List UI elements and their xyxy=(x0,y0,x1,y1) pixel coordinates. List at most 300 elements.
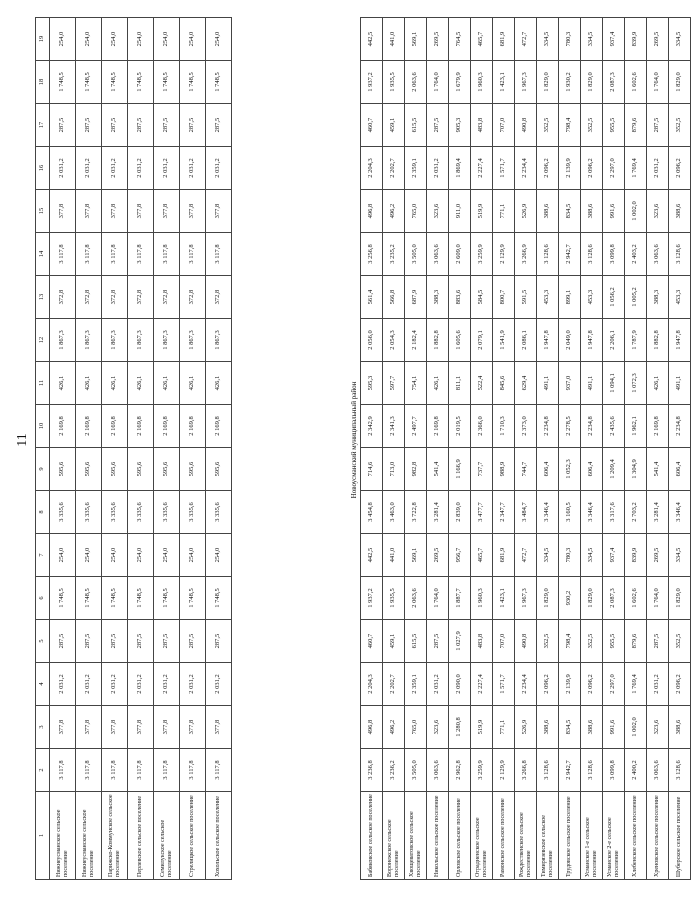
table-cell: 3 722,8 xyxy=(405,491,427,534)
table-cell: 352,5 xyxy=(537,620,559,663)
table-cell: 483,8 xyxy=(471,104,493,147)
table-cell: 937,0 xyxy=(559,362,581,405)
table-cell: 3 117,8 xyxy=(76,233,102,276)
table-cell: 606,4 xyxy=(581,448,603,491)
table-cell: 2 169,8 xyxy=(647,405,669,448)
table-cell: 2 202,7 xyxy=(383,147,405,190)
table-cell: 681,9 xyxy=(493,18,515,61)
table-cell: 377,8 xyxy=(180,190,206,233)
table-row xyxy=(361,18,383,880)
table-cell: 460,7 xyxy=(361,104,383,147)
table-cell: 3 335,6 xyxy=(154,491,180,534)
column-number: 3 xyxy=(36,706,50,749)
table-cell: 3 346,4 xyxy=(669,491,691,534)
table-cell: 3 128,6 xyxy=(537,233,559,276)
table-cell: 3 128,6 xyxy=(581,749,603,792)
table-cell: 377,8 xyxy=(50,190,76,233)
table-cell: 1 769,4 xyxy=(625,663,647,706)
table-cell: 522,4 xyxy=(471,362,493,405)
table-cell: 1 867,3 xyxy=(102,319,128,362)
table-cell: 3 063,6 xyxy=(427,233,449,276)
table-row xyxy=(405,18,427,880)
table-cell: 2 942,7 xyxy=(559,749,581,792)
table-cell: 754,1 xyxy=(405,362,427,405)
table-cell: 372,8 xyxy=(128,276,154,319)
table-cell: 569,1 xyxy=(405,534,427,577)
table-cell: 629,4 xyxy=(515,362,537,405)
table-bottom xyxy=(360,17,691,880)
table-cell: 2 096,2 xyxy=(669,663,691,706)
table-cell: 254,0 xyxy=(50,18,76,61)
table-cell: 3 128,6 xyxy=(669,749,691,792)
table-cell: 1 056,2 xyxy=(603,276,625,319)
table-row xyxy=(383,18,405,880)
table-cell: 1 764,0 xyxy=(427,577,449,620)
table-cell: 1 423,1 xyxy=(493,577,515,620)
table-cell: 496,8 xyxy=(361,190,383,233)
table-cell: 2 234,8 xyxy=(669,405,691,448)
table-cell: 3 117,8 xyxy=(76,749,102,792)
table-cell: 388,6 xyxy=(537,706,559,749)
table-cell: 3 063,6 xyxy=(427,749,449,792)
table-cell: 879,6 xyxy=(625,104,647,147)
table-cell: 606,4 xyxy=(537,448,559,491)
settlement-name: Орловское сельское поселение xyxy=(449,792,471,880)
table-cell: 254,0 xyxy=(128,534,154,577)
table-cell: 595,6 xyxy=(76,448,102,491)
table-cell: 3 235,2 xyxy=(383,233,405,276)
table-row xyxy=(76,18,102,880)
table-cell: 1 867,3 xyxy=(128,319,154,362)
table-cell: 426,1 xyxy=(50,362,76,405)
table-row xyxy=(493,18,515,880)
table-cell: 352,5 xyxy=(581,620,603,663)
table-cell: 713,0 xyxy=(383,448,405,491)
table-cell: 2 202,7 xyxy=(383,663,405,706)
table-cell: 3 335,6 xyxy=(76,491,102,534)
table-cell: 3 335,6 xyxy=(102,491,128,534)
table-row xyxy=(559,18,581,880)
table-cell: 937,4 xyxy=(603,18,625,61)
table-cell: 2 373,0 xyxy=(515,405,537,448)
table-cell: 372,8 xyxy=(180,276,206,319)
table-cell: 1 930,2 xyxy=(559,61,581,104)
table-cell: 2 703,2 xyxy=(625,491,647,534)
settlement-name: Тимирязевское сельское поселение xyxy=(537,792,559,880)
table-cell: 2 031,2 xyxy=(427,663,449,706)
table-cell: 2 031,2 xyxy=(154,147,180,190)
table-cell: 377,8 xyxy=(50,706,76,749)
table-cell: 744,7 xyxy=(515,448,537,491)
table-cell: 3 117,8 xyxy=(128,233,154,276)
table-cell: 595,6 xyxy=(102,448,128,491)
column-number: 14 xyxy=(36,233,50,276)
table-cell: 3 117,8 xyxy=(154,233,180,276)
table-cell: 287,5 xyxy=(50,620,76,663)
table-cell: 3 117,8 xyxy=(180,749,206,792)
settlement-name: Перлевское сельское поселение xyxy=(128,792,154,880)
settlement-name: Никольское сельское поселение xyxy=(427,792,449,880)
table-cell: 287,5 xyxy=(76,104,102,147)
table-cell: 388,6 xyxy=(537,190,559,233)
table-cell: 2 234,8 xyxy=(581,405,603,448)
settlement-name: Стрелицкое сельское поселение xyxy=(180,792,206,880)
table-cell: 460,7 xyxy=(361,620,383,663)
table-cell: 287,5 xyxy=(128,104,154,147)
table-cell: 2 031,2 xyxy=(180,663,206,706)
table-row xyxy=(581,18,603,880)
table-cell: 2 227,4 xyxy=(471,663,493,706)
table-cell: 3 335,6 xyxy=(206,491,232,534)
table-cell: 269,5 xyxy=(647,18,669,61)
table-cell: 254,0 xyxy=(76,534,102,577)
table-cell: 1 748,5 xyxy=(50,61,76,104)
table-cell: 2 169,8 xyxy=(180,405,206,448)
table-cell: 426,1 xyxy=(154,362,180,405)
table-cell: 595,6 xyxy=(206,448,232,491)
table-cell: 519,9 xyxy=(471,706,493,749)
table-cell: 1 602,6 xyxy=(625,61,647,104)
table-cell: 2 087,3 xyxy=(603,61,625,104)
table-cell: 377,8 xyxy=(128,706,154,749)
section-title: Новоусманский муниципальный район xyxy=(350,381,358,499)
table-cell: 905,3 xyxy=(449,104,471,147)
table-cell: 269,5 xyxy=(647,534,669,577)
table-cell: 1 882,8 xyxy=(647,319,669,362)
table-cell: 472,7 xyxy=(515,534,537,577)
table-cell: 287,5 xyxy=(206,620,232,663)
table-cell: 561,4 xyxy=(361,276,383,319)
table-cell: 839,9 xyxy=(625,18,647,61)
settlement-name: Рождественское сельское поселение xyxy=(515,792,537,880)
table-cell: 1 937,2 xyxy=(361,61,383,104)
table-cell: 287,5 xyxy=(647,620,669,663)
table-cell: 3 236,8 xyxy=(361,749,383,792)
table-cell: 254,0 xyxy=(206,18,232,61)
table-cell: 3 117,8 xyxy=(50,233,76,276)
table-cell: 377,8 xyxy=(180,706,206,749)
table-cell: 1 209,4 xyxy=(603,448,625,491)
table-row xyxy=(128,18,154,880)
table-cell: 3 160,5 xyxy=(559,491,581,534)
table-cell: 287,5 xyxy=(50,104,76,147)
table-cell: 1 937,2 xyxy=(361,577,383,620)
table-cell: 287,5 xyxy=(427,104,449,147)
table-cell: 334,5 xyxy=(537,534,559,577)
table-cell: 3 505,0 xyxy=(405,233,427,276)
table-cell: 2 403,2 xyxy=(625,233,647,276)
table-cell: 1 960,3 xyxy=(471,577,493,620)
table-cell: 991,6 xyxy=(603,706,625,749)
table-row xyxy=(669,18,691,880)
table-cell: 2 297,0 xyxy=(603,663,625,706)
table-cell: 1 787,9 xyxy=(625,319,647,362)
table-cell: 1 960,3 xyxy=(471,61,493,104)
column-number: 12 xyxy=(36,319,50,362)
table-cell: 526,9 xyxy=(515,190,537,233)
table-cell: 2 086,1 xyxy=(515,319,537,362)
table-cell: 765,0 xyxy=(405,190,427,233)
table-cell: 3 266,8 xyxy=(515,749,537,792)
settlement-name: Рамонское сельское поселение xyxy=(493,792,515,880)
table-cell: 287,5 xyxy=(154,104,180,147)
table-cell: 3 117,8 xyxy=(180,233,206,276)
table-cell: 1 748,5 xyxy=(154,61,180,104)
table-cell: 1 710,3 xyxy=(493,405,515,448)
table-cell: 3 128,6 xyxy=(581,233,603,276)
table-cell: 2 234,4 xyxy=(515,147,537,190)
table-cell: 3 346,4 xyxy=(581,491,603,534)
table-cell: 426,1 xyxy=(647,362,669,405)
table-cell: 377,8 xyxy=(206,190,232,233)
table-cell: 1 967,3 xyxy=(515,61,537,104)
column-number: 16 xyxy=(36,147,50,190)
table-row xyxy=(206,18,232,880)
table-cell: 2 096,2 xyxy=(669,147,691,190)
table-cell: 269,5 xyxy=(427,534,449,577)
table-cell: 2 031,2 xyxy=(647,663,669,706)
table-cell: 2 962,8 xyxy=(449,749,471,792)
table-cell: 1 602,6 xyxy=(625,577,647,620)
table-cell: 459,1 xyxy=(383,620,405,663)
table-cell: 1 947,8 xyxy=(669,319,691,362)
table-cell: 254,0 xyxy=(128,18,154,61)
table-cell: 2 497,7 xyxy=(405,405,427,448)
table-cell: 2 063,6 xyxy=(405,61,427,104)
table-cell: 1 748,5 xyxy=(206,61,232,104)
table-cell: 1 679,9 xyxy=(449,61,471,104)
column-number: 2 xyxy=(36,749,50,792)
table-cell: 483,8 xyxy=(471,620,493,663)
table-cell: 595,3 xyxy=(361,362,383,405)
table-cell: 2 359,1 xyxy=(405,663,427,706)
table-cell: 334,5 xyxy=(669,18,691,61)
settlement-name: Хлебенское сельское поселение xyxy=(625,792,647,880)
table-cell: 287,5 xyxy=(128,620,154,663)
table-cell: 287,5 xyxy=(427,620,449,663)
table-cell: 372,8 xyxy=(76,276,102,319)
table-cell: 334,5 xyxy=(581,18,603,61)
table-cell: 3 266,9 xyxy=(515,233,537,276)
column-number: 1 xyxy=(36,792,50,880)
table-cell: 2 031,2 xyxy=(76,147,102,190)
table-cell: 764,5 xyxy=(449,18,471,61)
table-cell: 3 463,0 xyxy=(383,491,405,534)
table-cell: 1 304,9 xyxy=(625,448,647,491)
table-cell: 254,0 xyxy=(76,18,102,61)
table-cell: 1 829,0 xyxy=(669,61,691,104)
table-cell: 955,5 xyxy=(603,620,625,663)
table-cell: 377,8 xyxy=(154,190,180,233)
table-cell: 2 096,2 xyxy=(581,147,603,190)
table-cell: 899,1 xyxy=(559,276,581,319)
table-cell: 2 169,8 xyxy=(427,405,449,448)
table-cell: 3 063,6 xyxy=(647,749,669,792)
column-number: 9 xyxy=(36,448,50,491)
table-cell: 287,5 xyxy=(180,104,206,147)
table-cell: 2 366,0 xyxy=(471,405,493,448)
table-cell: 254,0 xyxy=(154,534,180,577)
table-cell: 2 079,1 xyxy=(471,319,493,362)
table-cell: 2 182,4 xyxy=(405,319,427,362)
table-cell: 2 342,9 xyxy=(361,405,383,448)
table-cell: 388,6 xyxy=(669,706,691,749)
table-cell: 1 829,0 xyxy=(537,61,559,104)
table-cell: 3 117,8 xyxy=(206,233,232,276)
table-cell: 1 605,6 xyxy=(449,319,471,362)
table-cell: 3 117,8 xyxy=(102,233,128,276)
table-cell: 1 094,1 xyxy=(603,362,625,405)
table-cell: 352,5 xyxy=(581,104,603,147)
table-cell: 2 169,8 xyxy=(102,405,128,448)
table-cell: 2 234,4 xyxy=(515,663,537,706)
table-cell: 1 867,3 xyxy=(50,319,76,362)
table-cell: 780,3 xyxy=(559,534,581,577)
table-cell: 1 748,5 xyxy=(128,577,154,620)
table-row xyxy=(102,18,128,880)
table-cell: 3 256,8 xyxy=(361,233,383,276)
table-cell: 780,3 xyxy=(559,18,581,61)
table-cell: 287,5 xyxy=(180,620,206,663)
settlement-name: Семилукское сельское поселение xyxy=(154,792,180,880)
table-cell: 1 072,3 xyxy=(625,362,647,405)
table-cell: 597,7 xyxy=(383,362,405,405)
table-cell: 930,2 xyxy=(559,577,581,620)
table-cell: 1 829,0 xyxy=(537,577,559,620)
table-cell: 372,8 xyxy=(50,276,76,319)
table-cell: 3 281,4 xyxy=(427,491,449,534)
table-cell: 1 748,5 xyxy=(128,61,154,104)
table-row xyxy=(449,18,471,880)
table-cell: 287,5 xyxy=(102,620,128,663)
settlement-name: Хвощеватовское сельское поселение xyxy=(405,792,427,880)
table-cell: 2 227,4 xyxy=(471,147,493,190)
column-number: 7 xyxy=(36,534,50,577)
table-cell: 377,8 xyxy=(154,706,180,749)
table-cell: 453,3 xyxy=(581,276,603,319)
table-cell: 714,6 xyxy=(361,448,383,491)
settlement-name: Шуберское сельское поселение xyxy=(669,792,691,880)
table-cell: 1 962,1 xyxy=(625,405,647,448)
table-cell: 3 335,6 xyxy=(128,491,154,534)
table-cell: 771,1 xyxy=(493,706,515,749)
table-cell: 1 829,0 xyxy=(581,577,603,620)
settlement-name: Нижнеусманское сельское поселение xyxy=(50,792,76,880)
table-cell: 1 867,3 xyxy=(180,319,206,362)
table-cell: 459,1 xyxy=(383,104,405,147)
column-number: 5 xyxy=(36,620,50,663)
table-cell: 254,0 xyxy=(102,534,128,577)
table-cell: 956,7 xyxy=(449,534,471,577)
table-cell: 2 096,2 xyxy=(537,147,559,190)
table-cell: 334,5 xyxy=(669,534,691,577)
table-cell: 426,1 xyxy=(128,362,154,405)
table-cell: 334,5 xyxy=(537,18,559,61)
table-cell: 352,5 xyxy=(537,104,559,147)
table-cell: 2 096,2 xyxy=(537,663,559,706)
table-cell: 798,4 xyxy=(559,104,581,147)
table-row xyxy=(625,18,647,880)
column-number: 13 xyxy=(36,276,50,319)
table-cell: 2 435,6 xyxy=(603,405,625,448)
table-cell: 1 947,8 xyxy=(537,319,559,362)
table-cell: 1 002,0 xyxy=(625,190,647,233)
table-cell: 2 609,0 xyxy=(449,233,471,276)
table-cell: 1 967,3 xyxy=(515,577,537,620)
table-cell: 595,6 xyxy=(154,448,180,491)
table-cell: 2 204,3 xyxy=(361,147,383,190)
table-cell: 254,0 xyxy=(50,534,76,577)
table-cell: 2 031,2 xyxy=(647,147,669,190)
table-cell: 1 887,7 xyxy=(449,577,471,620)
column-number: 4 xyxy=(36,663,50,706)
table-cell: 591,5 xyxy=(515,276,537,319)
table-cell: 2 031,2 xyxy=(154,663,180,706)
table-cell: 377,8 xyxy=(76,706,102,749)
table-cell: 2 031,2 xyxy=(180,147,206,190)
table-cell: 1 748,5 xyxy=(102,61,128,104)
table-cell: 3 117,8 xyxy=(102,749,128,792)
table-row xyxy=(427,18,449,880)
table-cell: 287,5 xyxy=(102,104,128,147)
table-cell: 2 031,2 xyxy=(427,147,449,190)
table-cell: 2 096,2 xyxy=(581,663,603,706)
table-cell: 595,6 xyxy=(50,448,76,491)
table-cell: 3 477,7 xyxy=(471,491,493,534)
table-cell: 1 764,0 xyxy=(647,61,669,104)
table-cell: 2 341,3 xyxy=(383,405,405,448)
table-cell: 2 347,7 xyxy=(493,491,515,534)
table-cell: 287,5 xyxy=(647,104,669,147)
column-number: 8 xyxy=(36,491,50,534)
table-cell: 323,6 xyxy=(427,706,449,749)
table-cell: 388,6 xyxy=(581,706,603,749)
table-cell: 2 063,6 xyxy=(405,577,427,620)
table-cell: 1 867,3 xyxy=(154,319,180,362)
table-cell: 2 169,8 xyxy=(128,405,154,448)
column-number-row xyxy=(36,18,50,880)
table-row xyxy=(603,18,625,880)
table-cell: 687,9 xyxy=(405,276,427,319)
table-cell: 426,1 xyxy=(180,362,206,405)
settlement-name: Хохольское сельское поселение xyxy=(206,792,232,880)
table-cell: 955,5 xyxy=(603,104,625,147)
settlement-name: Парижско-Коммунское сельское поселение xyxy=(102,792,128,880)
table-cell: 491,1 xyxy=(581,362,603,405)
table-cell: 3 128,6 xyxy=(537,749,559,792)
table-cell: 798,4 xyxy=(559,620,581,663)
table-cell: 254,0 xyxy=(180,534,206,577)
table-row xyxy=(180,18,206,880)
settlement-name: Хреновское сельское поселение xyxy=(647,792,669,880)
table-row xyxy=(537,18,559,880)
table-cell: 2 129,9 xyxy=(493,233,515,276)
table-cell: 1 882,8 xyxy=(427,319,449,362)
table-cell: 254,0 xyxy=(180,18,206,61)
table-cell: 491,1 xyxy=(537,362,559,405)
table-cell: 1 571,7 xyxy=(493,663,515,706)
table-cell: 988,9 xyxy=(493,448,515,491)
table-cell: 3 335,6 xyxy=(180,491,206,534)
table-cell: 388,6 xyxy=(669,190,691,233)
table-cell: 377,8 xyxy=(128,190,154,233)
table-row xyxy=(154,18,180,880)
table-cell: 1 748,5 xyxy=(50,577,76,620)
table-cell: 3 117,8 xyxy=(154,749,180,792)
table-cell: 377,8 xyxy=(206,706,232,749)
table-cell: 595,6 xyxy=(128,448,154,491)
table-cell: 1 005,2 xyxy=(625,276,647,319)
